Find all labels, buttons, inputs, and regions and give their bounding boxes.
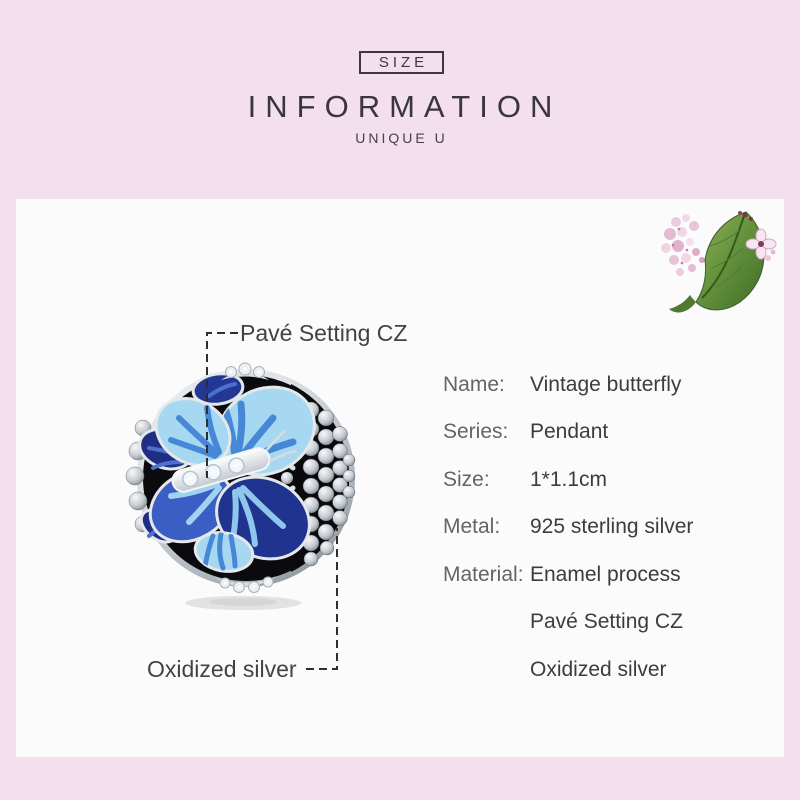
spec-label: Metal: [443,515,501,539]
spec-value: Enamel process [530,562,681,586]
spec-row-size [443,456,773,504]
spec-list [443,361,773,694]
leaf-flower-decoration-icon [646,200,784,332]
callout-pave-setting-cz: Pavé Setting CZ [240,320,408,346]
spec-value: Vintage butterfly [530,372,682,396]
spec-value: Pavé Setting CZ [530,610,683,634]
spec-label: Name: [443,372,505,396]
spec-value: Oxidized silver [530,657,667,681]
spec-row-series [443,409,773,457]
spec-row-material-2 [443,599,773,647]
spec-row-material-3 [443,646,773,694]
product-panel [16,199,784,757]
butterfly-charm-product-image [121,356,371,616]
size-badge [359,51,444,74]
spec-value: 925 sterling silver [530,515,694,539]
spec-row-material [443,551,773,599]
spec-label: Series: [443,420,509,444]
callout-oxidized-silver: Oxidized silver [147,656,297,682]
brand-subtitle: UNIQUE U [355,130,448,146]
spec-row-name [443,361,773,409]
size-badge-label: SIZE [378,54,429,71]
spec-row-metal [443,504,773,552]
spec-value: Pendant [530,420,609,444]
spec-label: Material: [443,562,524,586]
spec-label: Size: [443,467,490,491]
leaf [669,212,764,313]
page-title: INFORMATION [247,89,562,124]
spec-value: 1*1.1cm [530,467,608,491]
lilac-cluster [661,214,705,276]
